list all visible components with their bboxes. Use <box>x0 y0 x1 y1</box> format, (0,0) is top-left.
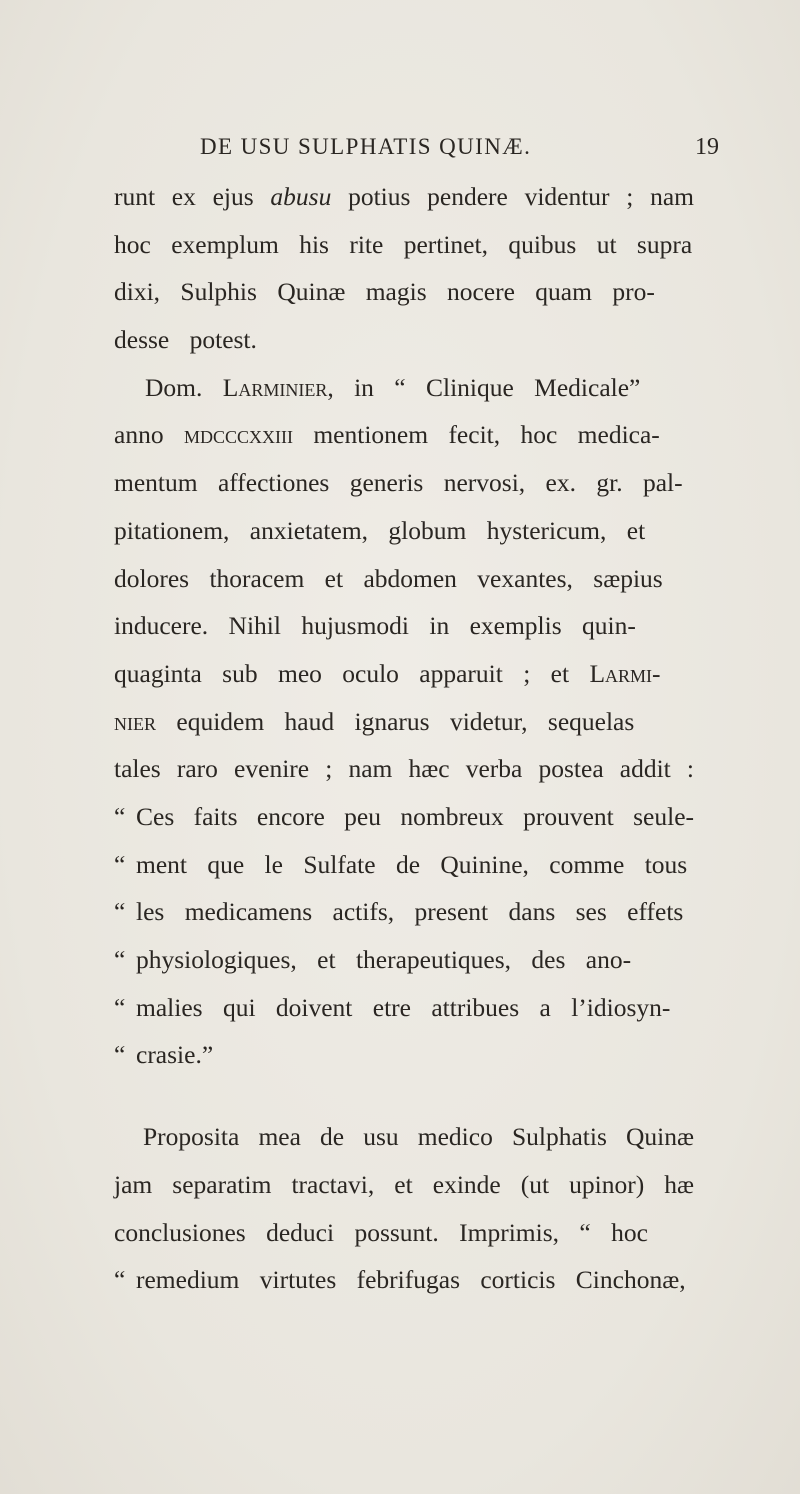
text-line <box>114 1220 648 1246</box>
page-number: 19 <box>695 134 719 160</box>
running-head <box>0 134 800 168</box>
text-segment: , in “ Clinique Medicale” <box>327 373 641 402</box>
text-segment: abusu <box>270 182 332 211</box>
quote-mark: “ <box>114 802 126 831</box>
text-line <box>114 852 687 878</box>
text-line <box>114 470 683 496</box>
quote-mark: “ <box>114 897 126 926</box>
text-line <box>114 613 636 639</box>
text-line <box>114 1172 694 1198</box>
quote-mark: “ <box>114 993 126 1022</box>
text-segment: mdcccxxiii <box>183 420 293 449</box>
text-line <box>114 1042 213 1068</box>
text-line <box>114 327 257 353</box>
text-segment: nier <box>114 707 156 736</box>
text-segment: mentum affectiones generis nervosi, ex. gr. pal- <box>114 468 683 497</box>
text-segment: quaginta sub meo oculo apparuit ; et <box>114 659 590 688</box>
text-segment: mentionem fecit, hoc medica- <box>292 420 660 449</box>
text-line <box>114 1267 686 1293</box>
text-segment: ment que le Sulfate de Quinine, comme tous <box>136 850 688 879</box>
text-line <box>114 756 694 782</box>
text-segment: malies qui doivent etre attribues a l’idiosyn- <box>136 993 671 1022</box>
text-segment: hoc exemplum his rite pertinet, quibus ut supra <box>114 230 693 259</box>
text-line <box>114 232 692 258</box>
text-line <box>145 375 640 401</box>
text-segment: remedium virtutes febrifugas corticis Cinchonæ, <box>136 1265 686 1294</box>
text-line <box>114 518 645 544</box>
quote-mark: “ <box>114 945 126 974</box>
text-segment: dixi, Sulphis Quinæ magis nocere quam pro- <box>114 277 655 306</box>
text-line <box>143 1124 694 1150</box>
text-segment: runt ex ejus <box>114 182 271 211</box>
text-segment: Dom. <box>145 373 223 402</box>
text-line <box>114 566 663 592</box>
text-segment: equidem haud ignarus videtur, sequelas <box>156 707 635 736</box>
text-segment: physiologiques, et therapeutiques, des ano- <box>136 945 632 974</box>
text-line <box>114 995 670 1021</box>
text-line <box>114 947 631 973</box>
text-line <box>114 422 660 448</box>
text-line <box>114 279 655 305</box>
text-segment: inducere. Nihil hujusmodi in exemplis quin- <box>114 611 636 640</box>
text-segment: potius pendere videntur ; nam <box>331 182 694 211</box>
text-segment: pitationem, anxietatem, globum hystericum, et <box>114 516 646 545</box>
text-segment: les medicamens actifs, present dans ses effets <box>136 897 684 926</box>
text-segment: Ces faits encore peu nombreux prouvent seule- <box>136 802 694 831</box>
text-segment: anno <box>114 420 184 449</box>
text-segment: Proposita mea de usu medico Sulphatis Quinæ <box>143 1122 694 1151</box>
text-line <box>114 899 683 925</box>
text-line <box>114 804 694 830</box>
text-line <box>114 661 661 687</box>
text-line <box>114 709 634 735</box>
text-segment: tales raro evenire ; nam hæc verba postea addit : <box>114 754 694 783</box>
text-segment: Larmi- <box>589 659 661 688</box>
quote-mark: “ <box>114 850 126 879</box>
text-segment: crasie.” <box>136 1040 214 1069</box>
running-title: DE USU SULPHATIS QUINÆ. <box>200 134 532 159</box>
text-line <box>114 184 694 210</box>
text-segment: desse potest. <box>114 325 257 354</box>
quote-mark: “ <box>114 1265 126 1294</box>
text-segment: conclusiones deduci possunt. Imprimis, “ hoc <box>114 1218 648 1247</box>
text-segment: Larminier <box>222 373 328 402</box>
text-segment: jam separatim tractavi, et exinde (ut upinor) hæ <box>114 1170 694 1199</box>
quote-mark: “ <box>114 1040 126 1069</box>
text-segment: dolores thoracem et abdomen vexantes, sæpius <box>114 564 663 593</box>
